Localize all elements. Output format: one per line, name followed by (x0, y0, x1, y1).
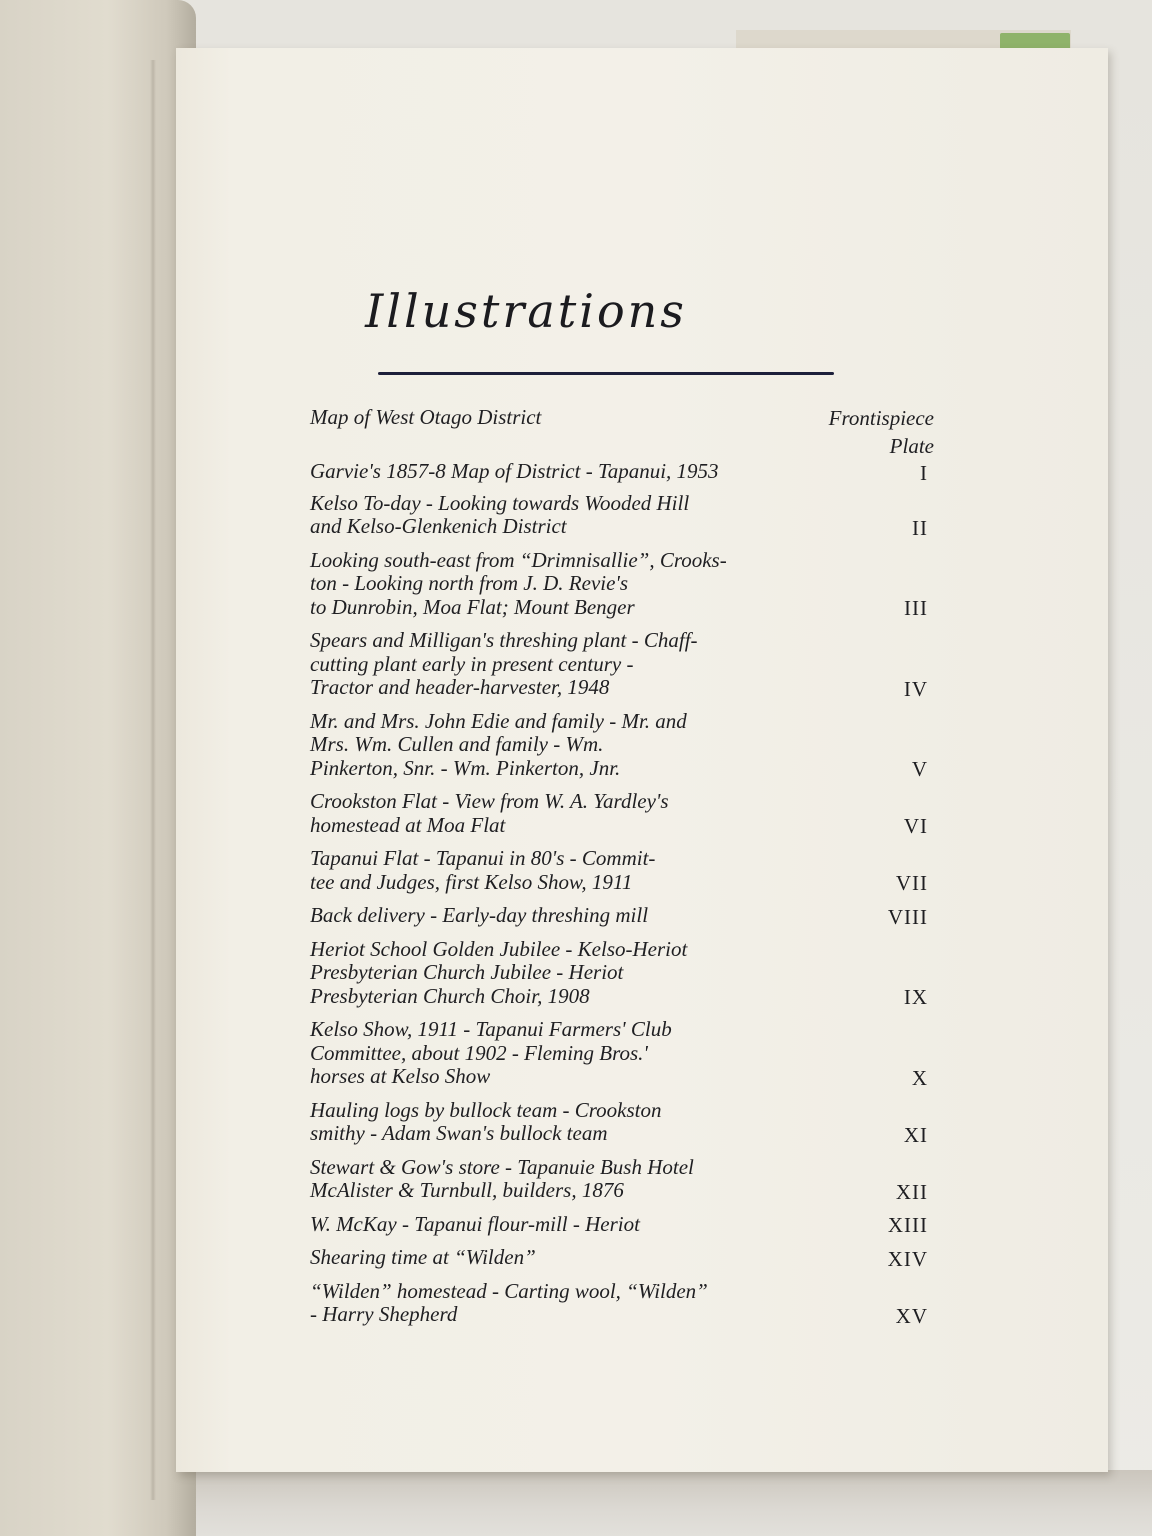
plate-caption: W. McKay - Tapanui flour-mill - Heriot (310, 1211, 640, 1236)
plate-number: VIII (887, 904, 928, 929)
plate-caption: “Wilden” homestead - Carting wool, “Wilden” - Harry Shepherd (310, 1278, 708, 1326)
table-row (310, 1280, 934, 1327)
frontispiece-entry (310, 406, 934, 434)
plates-list (310, 460, 934, 1327)
table-row (310, 904, 934, 928)
table-row (310, 1099, 934, 1146)
table-row (310, 629, 934, 700)
plate-caption: Stewart & Gow's store - Tapanuie Bush Hotel McAlister & Turnbull, builders, 1876 (310, 1154, 694, 1202)
plate-number: II (912, 515, 928, 540)
plate-caption: Spears and Milligan's threshing plant - Chaff- cutting plant early in present century - Tractor and header-harvester, 1948 (310, 628, 698, 699)
plate-number: XI (903, 1122, 928, 1147)
plate-number: VII (895, 871, 928, 895)
plate-caption: Heriot School Golden Jubilee - Kelso-Heriot Presbyterian Church Jubilee - Heriot Presbyterian Church Choir, 1908 (310, 936, 688, 1008)
plate-caption: Tapanui Flat - Tapanui in 80's - Commit- tee and Judges, first Kelso Show, 1911 (310, 846, 656, 894)
frontispiece-caption: Map of West Otago District (310, 405, 542, 429)
page-title: Illustrations (365, 284, 687, 338)
plate-number: XII (895, 1179, 928, 1204)
plate-number: IV (903, 676, 928, 701)
illustrations-list (310, 406, 934, 1337)
plate-caption: Looking south-east from “Drimnisallie”, Crooks- ton - Looking north from J. D. Revie's to Dunrobin, Moa Flat; Mount Benger (310, 547, 727, 619)
table-row (310, 1156, 934, 1203)
frontispiece-label: Frontispiece (828, 406, 934, 430)
plate-caption: Mr. and Mrs. John Edie and family - Mr. and Mrs. Wm. Cullen and family - Wm. Pinkerton, Snr. - Wm. Pinkerton, Jnr. (310, 708, 687, 780)
plate-number: V (911, 757, 928, 781)
plate-number: X (911, 1065, 928, 1090)
table-row (310, 1246, 934, 1270)
plate-number: XIII (887, 1213, 928, 1237)
page-gutter (150, 60, 156, 1500)
plate-number: III (904, 596, 928, 620)
table-row (310, 938, 934, 1009)
plate-number: VI (903, 814, 928, 838)
table-row (310, 1018, 934, 1089)
plate-number: XV (895, 1303, 928, 1328)
table-row (310, 1213, 934, 1237)
table-row (310, 492, 934, 539)
table-row (310, 847, 934, 894)
plate-column-header: Plate (889, 434, 934, 458)
table-row (310, 549, 934, 620)
left-page (0, 0, 196, 1536)
plate-caption: Back delivery - Early-day threshing mill (310, 903, 649, 927)
table-row (310, 710, 934, 781)
plate-caption: Crookston Flat - View from W. A. Yardley's homestead at Moa Flat (310, 789, 669, 837)
plate-caption: Shearing time at “Wilden” (310, 1245, 536, 1269)
plate-caption: Hauling logs by bullock team - Crookston smithy - Adam Swan's bullock team (310, 1097, 662, 1145)
table-row (310, 460, 934, 484)
plate-number: IX (903, 985, 928, 1009)
plate-number: XIV (887, 1246, 928, 1271)
plate-caption: Kelso To-day - Looking towards Wooded Hill and Kelso-Glenkenich District (310, 490, 690, 538)
title-rule (378, 372, 834, 375)
table-row (310, 790, 934, 837)
plate-caption: Garvie's 1857-8 Map of District - Tapanui, 1953 (310, 459, 719, 483)
plate-number: I (920, 460, 928, 485)
plate-caption: Kelso Show, 1911 - Tapanui Farmers' Club Committee, about 1902 - Fleming Bros.' horses at Kelso Show (310, 1017, 672, 1088)
